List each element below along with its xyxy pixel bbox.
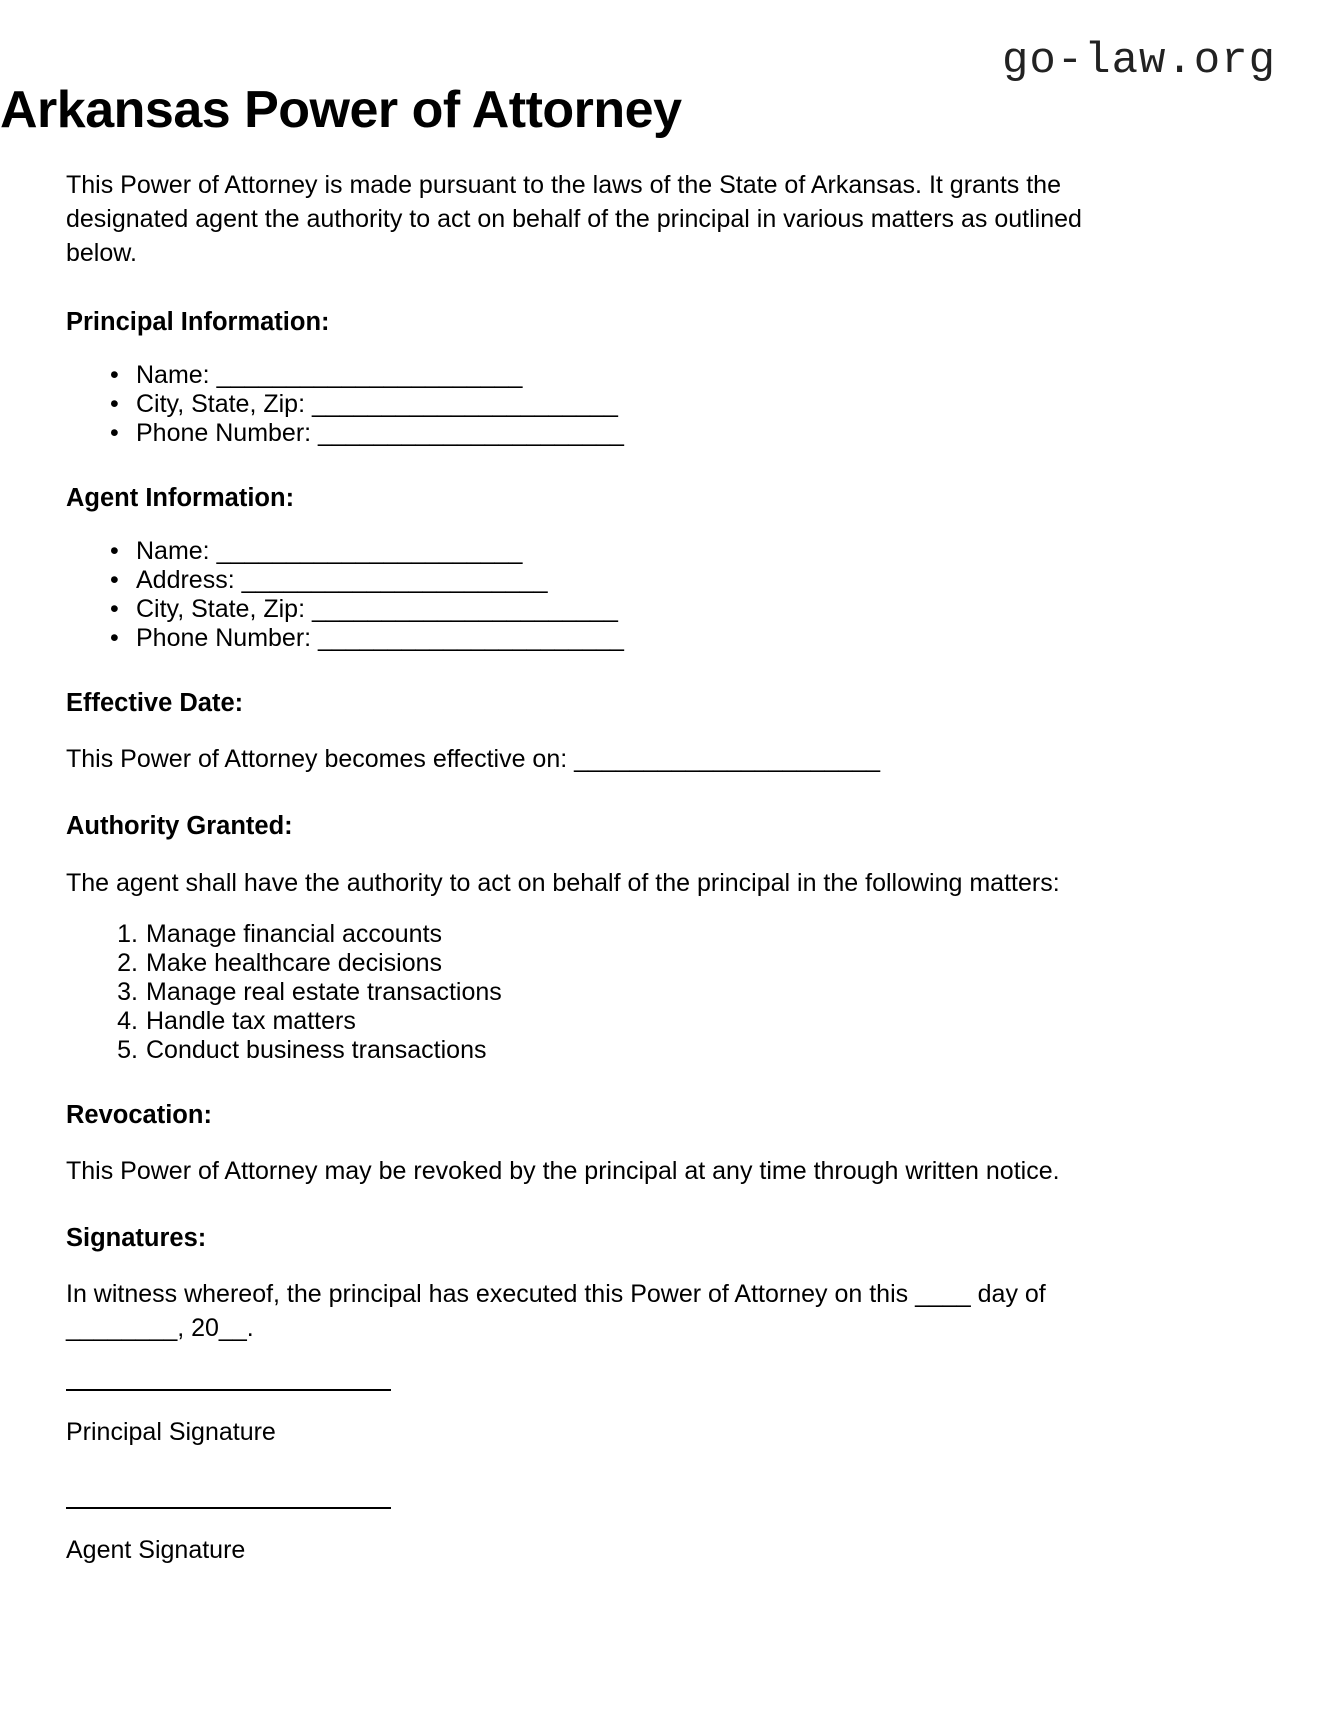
heading-principal-information: Principal Information:: [66, 308, 330, 336]
heading-signatures: Signatures:: [66, 1223, 207, 1252]
list-item: Manage financial accounts: [146, 919, 443, 948]
list-item: • Name: ______________________: [104, 537, 1151, 566]
revocation-text: This Power of Attorney may be revoked by the principal at any time through written notice.: [66, 1156, 1060, 1185]
list-item: • Phone Number: ______________________: [104, 419, 1151, 448]
list-item: • City, State, Zip: ______________________: [104, 390, 1151, 419]
heading-authority-granted: Authority Granted:: [66, 812, 293, 841]
agent-signature-label: Agent Signature: [66, 1535, 246, 1564]
page-title: Arkansas Power of Attorney: [0, 81, 682, 139]
list-item: Make healthcare decisions: [146, 948, 442, 977]
list-item: Handle tax matters: [146, 1006, 356, 1035]
authority-intro-text: The agent shall have the authority to act on behalf of the principal in the following matters:: [66, 868, 1060, 897]
intro-paragraph: This Power of Attorney is made pursuant to the laws of the State of Arkansas. It grants the designated agent the authority to act on behalf of the principal in various matters as outlined below.: [66, 171, 1082, 267]
principal-signature-label: Principal Signature: [66, 1417, 276, 1446]
site-watermark: go-law.org: [1001, 36, 1276, 86]
heading-effective-date: Effective Date:: [66, 689, 244, 718]
list-item: Manage real estate transactions: [146, 977, 502, 1006]
principal-signature-block: [66, 1389, 1151, 1447]
authority-items-list: [66, 920, 1151, 1065]
list-item: • Address: ______________________: [104, 566, 1151, 595]
witness-statement: In witness whereof, the principal has executed this Power of Attorney on this ____ day of ________, 20__.: [66, 1279, 1046, 1342]
effective-date-text: This Power of Attorney becomes effective on: ______________________: [66, 745, 881, 774]
principal-fields-list: [66, 361, 1151, 448]
heading-agent-information: Agent Information:: [66, 484, 295, 513]
heading-revocation: Revocation:: [66, 1100, 212, 1129]
list-item: Conduct business transactions: [146, 1035, 487, 1064]
list-item: • City, State, Zip: ______________________: [104, 595, 1151, 624]
agent-fields-list: [66, 537, 1151, 653]
list-item: • Name: ______________________: [104, 361, 1151, 390]
agent-signature-block: [66, 1507, 1151, 1565]
list-item: • Phone Number: ______________________: [104, 624, 1151, 653]
